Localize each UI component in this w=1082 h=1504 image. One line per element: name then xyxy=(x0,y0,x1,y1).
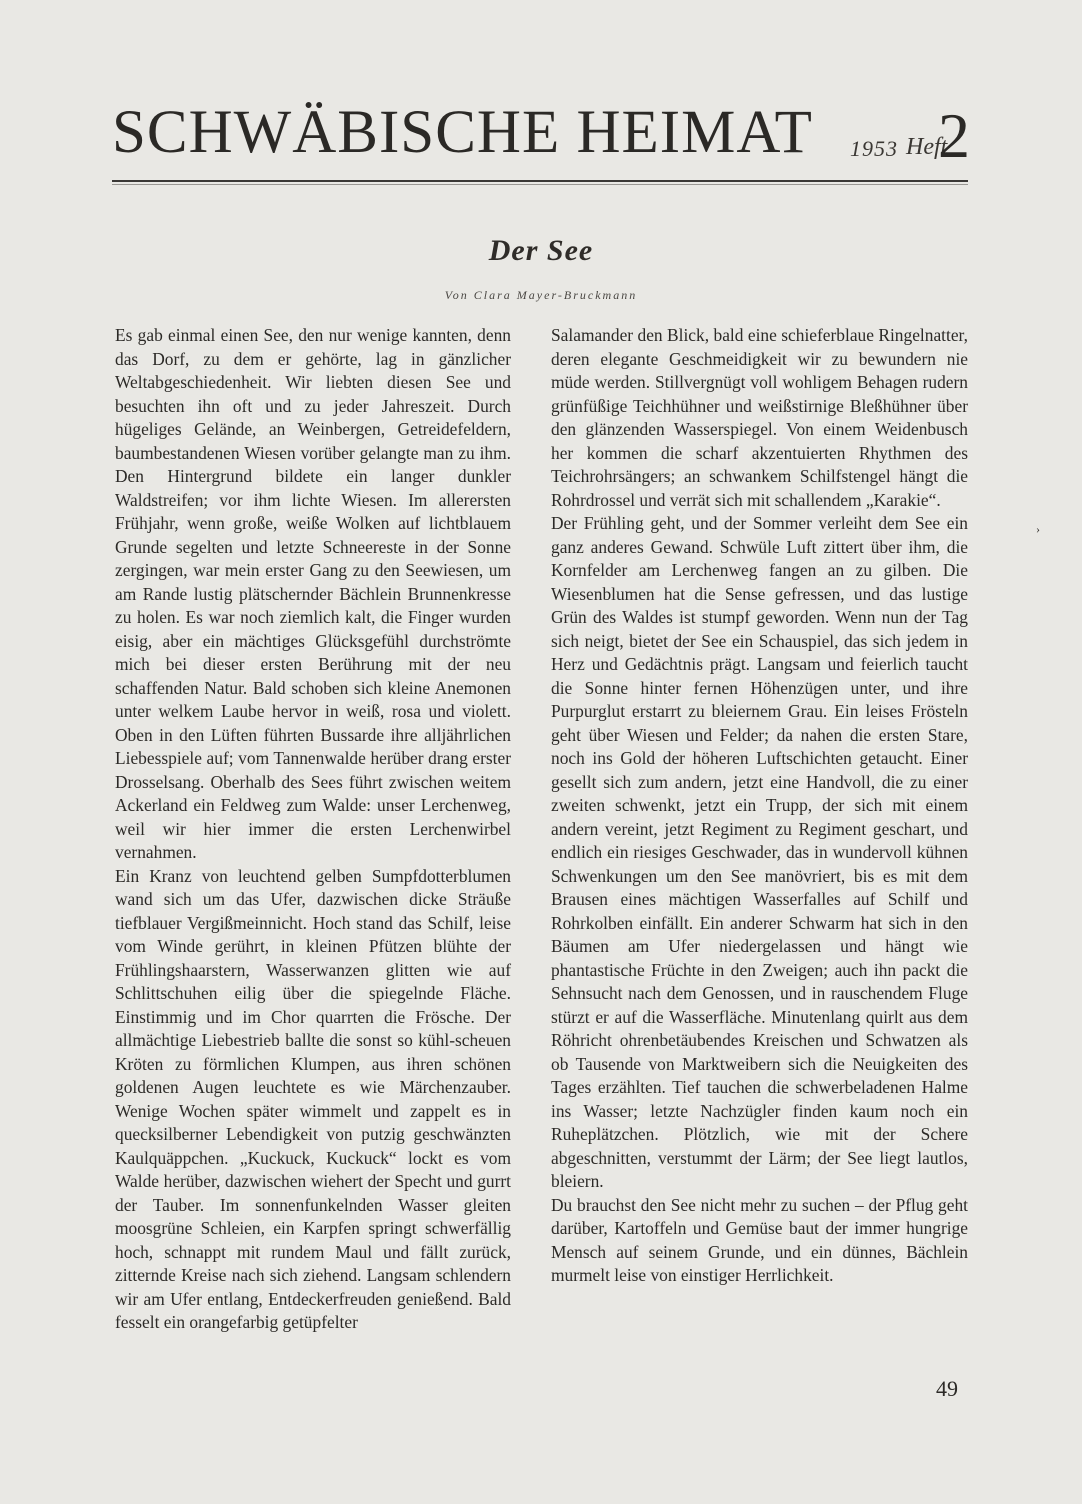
paragraph: Ein Kranz von leuchtend gelben Sumpfdotterblumen wand sich um das Ufer, dazwischen dicke Sträuße tiefblauer Vergißmeinnicht. Hoch stand das Schilf, leise vom Winde gerührt, in kleinen Pfützen blühte der Frühlingshaarstern, Wasserwanzen glitten wie auf Schlittschuhen eilig über die spiegelnde Fläche. Einstimmig und im Chor quarrten die Frösche. Der allmächtige Liebestrieb ballte die sonst so kühl-scheuen Kröten zu förmlichen Klumpen, aus ihren schönen goldenen Augen leuchtete es wie Märchenzauber. Wenige Wochen später wimmelt und zappelt es in quecksilberner Lebendigkeit von putzig geschwänzten Kaulquäppchen. „Kuckuck, Kuckuck“ lockt es vom Walde herüber, dazwischen wiehert der Specht und gurrt der Tauber. Im sonnenfunkelnden Wasser gleiten moosgrüne Schleien, ein Karpfen springt schwerfällig hoch, schnappt mit rundem Maul und fällt zurück, zitternde Kreise nach sich ziehend. Langsam schlendern wir am Ufer entlang, Entdeckerfreuden genießend. Bald fesselt ein orangefarbig getüpfelter xyxy=(115,865,511,1332)
article-title: Der See xyxy=(488,234,594,267)
article-byline: Von Clara Mayer-Bruckmann xyxy=(444,288,638,302)
issue-number: 2 xyxy=(938,100,970,171)
page-number: 49 xyxy=(936,1376,958,1401)
text-column-right xyxy=(551,324,968,1288)
paragraph: Es gab einmal einen See, den nur wenige kannten, denn das Dorf, zu dem er gehörte, lag in gänzlicher Weltabgeschiedenheit. Wir liebten diesen See und besuchten ihn oft und zu jeder Jahreszeit. Durch hügeliges Gelände, an Weinbergen, Getreidefeldern, baumbestandenen Wiesen vorüber gelangte man zu ihm. Den Hintergrund bildete ein langer dunkler Waldstreifen; vor ihm lichte Wiesen. Im allerersten Frühjahr, wenn große, weiße Wolken auf lichtblauem Grunde segelten und letzte Schneereste in der Sonne zergingen, war mein erster Gang zu den Seewiesen, um am Rande lustig plätschernder Bächlein Brunnenkresse zu holen. Es war noch ziemlich kalt, die Finger wurden eisig, aber ein mächtiges Glücksgefühl durchströmte mich bei dieser ersten Berührung mit der neu schaffenden Natur. Bald schoben sich kleine Anemonen unter welkem Laube hervor in weiß, rosa und violett. Oben in den Lüften führten Bussarde ihre alljährlichen Liebesspiele auf; vom Tannenwalde herüber drang erster Drosselsang. Oberhalb des Sees führt zwischen weitem Ackerland ein Feldweg zum Walde: unser Lerchenweg, weil wir hier immer die ersten Lerchenwirbel vernahmen. xyxy=(115,325,511,862)
masthead-rule xyxy=(112,180,968,185)
paragraph: Der Frühling geht, und der Sommer verleiht dem See ein ganz anderes Gewand. Schwüle Luft zittert über ihm, die Kornfelder am Lerchenweg fangen an zu gilben. Die Wiesenblumen hat die Sense gefressen, und das lustige Grün des Waldes ist stumpf geworden. Wenn nun der Tag sich neigt, bietet der See ein Schauspiel, das sich jedem in Herz und Gedächtnis prägt. Langsam und feierlich taucht die Sonne hinter fernen Höhenzügen unter, und ihre Purpurglut erstarrt zu bleiernem Grau. Ein leises Frösteln geht über Wiesen und Felder; da nahen die ersten Stare, noch ins Gold der höheren Luftschichten getaucht. Einer gesellt sich zum andern, jetzt eine Handvoll, die zu einer zweiten schwenkt, jetzt ein Trupp, der sich mit einem andern vereint, jetzt Regiment zu Regiment geschart, und endlich ein riesiges Geschwader, das in wundervoll kühnen Schwenkungen um den See manövriert, bis es mit dem Brausen eines mächtigen Wasserfalles auf Schilf und Rohrkolben einfällt. Ein anderer Schwarm hat sich in den Bäumen am Ufer niedergelassen und hängt wie phantastische Früchte in den Zweigen; auch ihn packt die Sehnsucht nach dem Genossen, und in rauschendem Fluge stürzt er auf die Wasserfläche. Minutenlang quirlt aus dem Röhricht ohrenbetäubendes Kreischen und Schwatzen als ob Tausende von Marktweibern sich die Neuigkeiten des Tages erzählten. Tief tauchen die schwerbeladenen Halme ins Wasser; letzte Nachzügler finden kaum noch ein Ruheplätzchen. Plötzlich, wie mit der Schere abgeschnitten, verstummt der Lärm; der See liegt lautlos, bleiern. xyxy=(551,513,968,1191)
text-column-left xyxy=(115,324,511,1335)
issue-label: Heft xyxy=(906,134,948,160)
issue-year: 1953 xyxy=(850,136,898,161)
magazine-title: SCHWÄBISCHE HEIMAT xyxy=(112,99,813,166)
paragraph: Salamander den Blick, bald eine schieferblaue Ringelnatter, deren elegante Geschmeidigkeit wir zu bewundern nie müde werden. Stillvergnügt voll wohligem Behagen rudern grünfüßige Teichhühner und weißstirnige Bleßhühner über den glänzenden Wasserspiegel. Von einem Weidenbusch her kommen die scharf akzentuierten Rhythmen des Teichrohrsängers; an schwankem Schilfstengel hängt die Rohrdrossel und verrät sich mit schallendem „Karakie“. xyxy=(551,325,968,510)
margin-mark: › xyxy=(1036,522,1040,536)
masthead xyxy=(112,98,972,178)
paragraph: Du brauchst den See nicht mehr zu suchen – der Pflug geht darüber, Kartoffeln und Gemüse baut der immer hungrige Mensch auf seinem Grunde, und ein dünnes, Bächlein murmelt leise von einstiger Herrlichkeit. xyxy=(551,1194,968,1285)
